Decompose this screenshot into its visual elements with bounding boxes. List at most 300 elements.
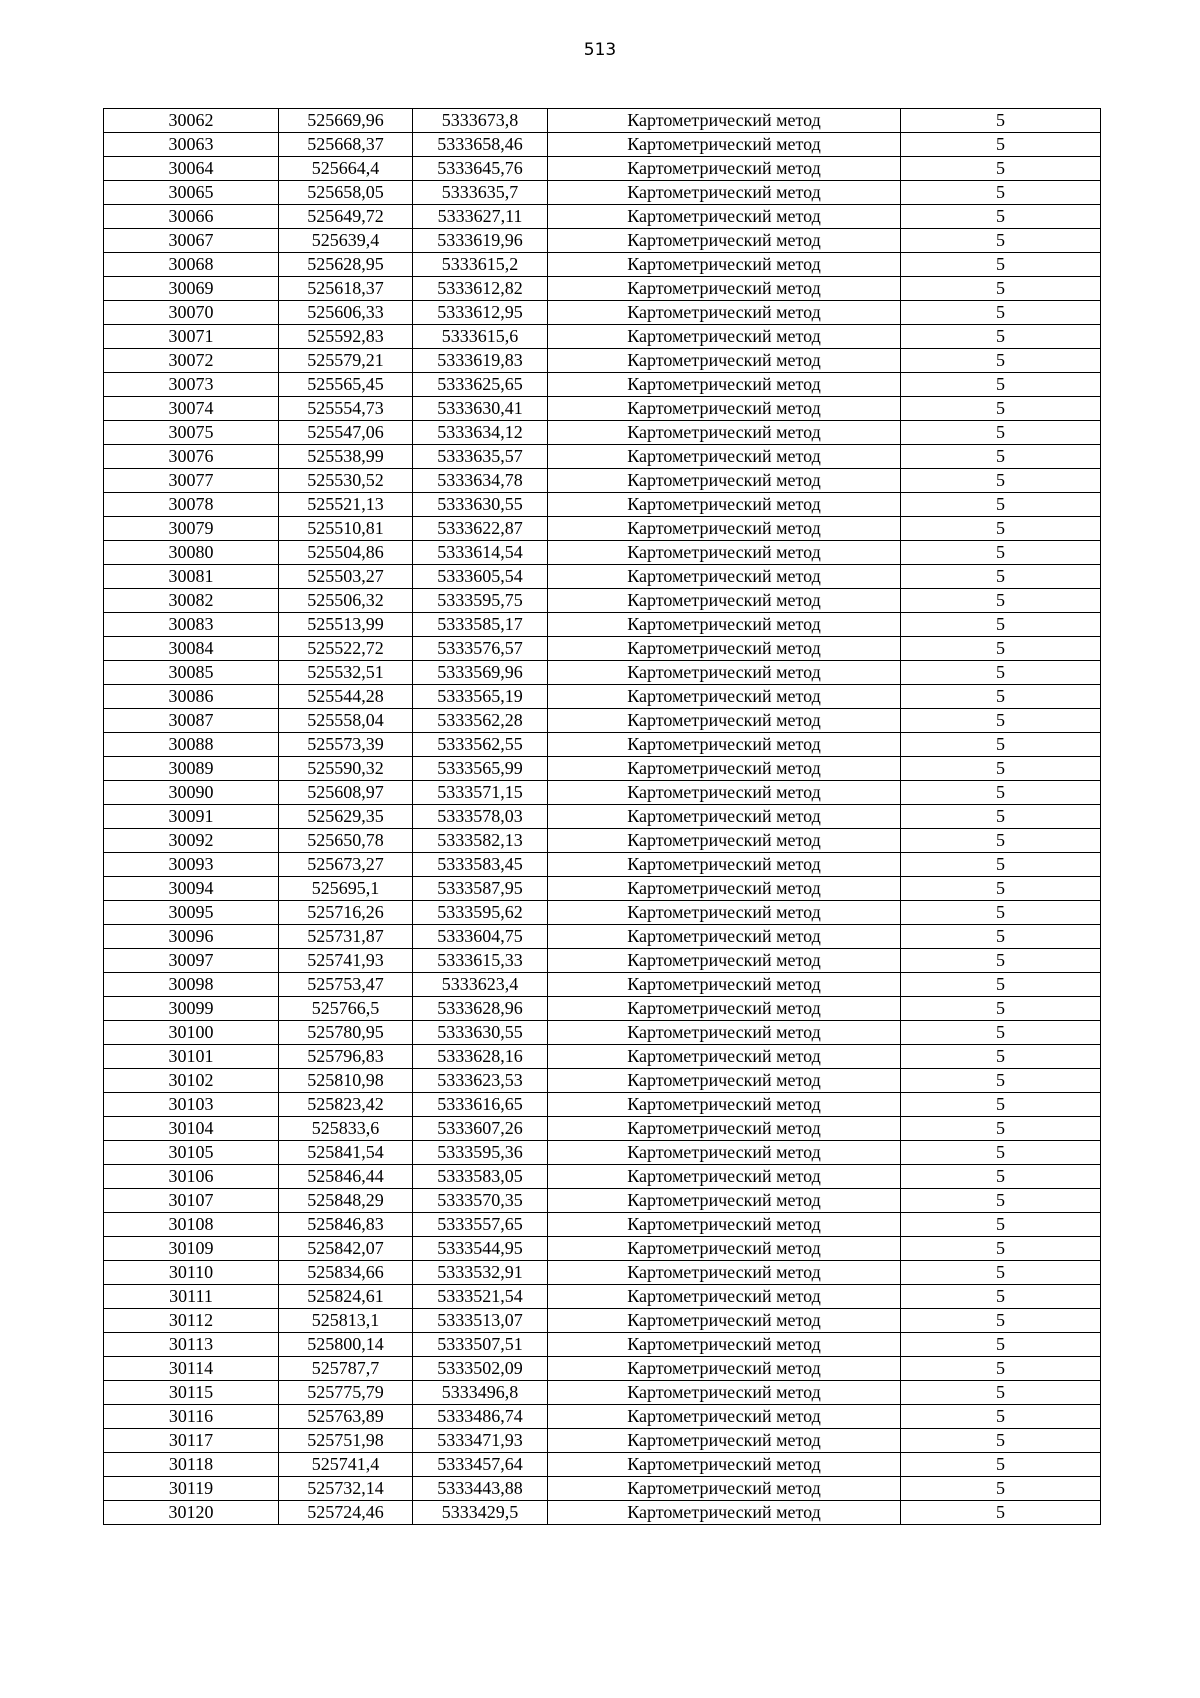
point-number-cell: 30117 [104, 1429, 279, 1453]
point-number-cell: 30118 [104, 1453, 279, 1477]
y-coordinate-cell: 5333443,88 [413, 1477, 548, 1501]
method-cell: Картометрический метод [548, 613, 901, 637]
table-row [104, 1213, 1101, 1237]
method-cell: Картометрический метод [548, 685, 901, 709]
point-number-cell: 30114 [104, 1357, 279, 1381]
point-number-cell: 30067 [104, 229, 279, 253]
accuracy-cell: 5 [901, 1477, 1101, 1501]
table-row [104, 1189, 1101, 1213]
method-cell: Картометрический метод [548, 757, 901, 781]
x-coordinate-cell: 525503,27 [279, 565, 413, 589]
point-number-cell: 30085 [104, 661, 279, 685]
y-coordinate-cell: 5333615,33 [413, 949, 548, 973]
method-cell: Картометрический метод [548, 1237, 901, 1261]
y-coordinate-cell: 5333502,09 [413, 1357, 548, 1381]
method-cell: Картометрический метод [548, 445, 901, 469]
accuracy-cell: 5 [901, 685, 1101, 709]
table-row [104, 1429, 1101, 1453]
y-coordinate-cell: 5333571,15 [413, 781, 548, 805]
accuracy-cell: 5 [901, 181, 1101, 205]
x-coordinate-cell: 525751,98 [279, 1429, 413, 1453]
x-coordinate-cell: 525848,29 [279, 1189, 413, 1213]
table-row [104, 1285, 1101, 1309]
x-coordinate-cell: 525846,83 [279, 1213, 413, 1237]
y-coordinate-cell: 5333562,28 [413, 709, 548, 733]
accuracy-cell: 5 [901, 301, 1101, 325]
x-coordinate-cell: 525629,35 [279, 805, 413, 829]
accuracy-cell: 5 [901, 925, 1101, 949]
point-number-cell: 30105 [104, 1141, 279, 1165]
method-cell: Картометрический метод [548, 493, 901, 517]
point-number-cell: 30095 [104, 901, 279, 925]
accuracy-cell: 5 [901, 565, 1101, 589]
table-row [104, 1261, 1101, 1285]
y-coordinate-cell: 5333595,36 [413, 1141, 548, 1165]
table-row [104, 469, 1101, 493]
accuracy-cell: 5 [901, 1405, 1101, 1429]
method-cell: Картометрический метод [548, 1141, 901, 1165]
accuracy-cell: 5 [901, 157, 1101, 181]
y-coordinate-cell: 5333630,41 [413, 397, 548, 421]
x-coordinate-cell: 525590,32 [279, 757, 413, 781]
accuracy-cell: 5 [901, 829, 1101, 853]
accuracy-cell: 5 [901, 853, 1101, 877]
x-coordinate-cell: 525521,13 [279, 493, 413, 517]
method-cell: Картометрический метод [548, 733, 901, 757]
table-row [104, 685, 1101, 709]
y-coordinate-cell: 5333587,95 [413, 877, 548, 901]
table-row [104, 1309, 1101, 1333]
accuracy-cell: 5 [901, 997, 1101, 1021]
method-cell: Картометрический метод [548, 997, 901, 1021]
accuracy-cell: 5 [901, 1285, 1101, 1309]
table-row [104, 1069, 1101, 1093]
x-coordinate-cell: 525732,14 [279, 1477, 413, 1501]
table-row [104, 1501, 1101, 1525]
point-number-cell: 30102 [104, 1069, 279, 1093]
accuracy-cell: 5 [901, 661, 1101, 685]
y-coordinate-cell: 5333569,96 [413, 661, 548, 685]
x-coordinate-cell: 525731,87 [279, 925, 413, 949]
accuracy-cell: 5 [901, 517, 1101, 541]
x-coordinate-cell: 525834,66 [279, 1261, 413, 1285]
table-row [104, 949, 1101, 973]
table-row [104, 997, 1101, 1021]
x-coordinate-cell: 525800,14 [279, 1333, 413, 1357]
method-cell: Картометрический метод [548, 901, 901, 925]
x-coordinate-cell: 525664,4 [279, 157, 413, 181]
accuracy-cell: 5 [901, 1213, 1101, 1237]
method-cell: Картометрический метод [548, 1021, 901, 1045]
y-coordinate-cell: 5333658,46 [413, 133, 548, 157]
y-coordinate-cell: 5333615,6 [413, 325, 548, 349]
method-cell: Картометрический метод [548, 373, 901, 397]
accuracy-cell: 5 [901, 637, 1101, 661]
point-number-cell: 30086 [104, 685, 279, 709]
method-cell: Картометрический метод [548, 1045, 901, 1069]
method-cell: Картометрический метод [548, 565, 901, 589]
y-coordinate-cell: 5333612,95 [413, 301, 548, 325]
point-number-cell: 30078 [104, 493, 279, 517]
point-number-cell: 30106 [104, 1165, 279, 1189]
method-cell: Картометрический метод [548, 1213, 901, 1237]
x-coordinate-cell: 525763,89 [279, 1405, 413, 1429]
accuracy-cell: 5 [901, 1117, 1101, 1141]
x-coordinate-cell: 525846,44 [279, 1165, 413, 1189]
table-row [104, 757, 1101, 781]
point-number-cell: 30099 [104, 997, 279, 1021]
point-number-cell: 30080 [104, 541, 279, 565]
table-row [104, 1093, 1101, 1117]
x-coordinate-cell: 525741,4 [279, 1453, 413, 1477]
table-row [104, 1141, 1101, 1165]
method-cell: Картометрический метод [548, 1189, 901, 1213]
method-cell: Картометрический метод [548, 1405, 901, 1429]
point-number-cell: 30113 [104, 1333, 279, 1357]
y-coordinate-cell: 5333595,75 [413, 589, 548, 613]
y-coordinate-cell: 5333532,91 [413, 1261, 548, 1285]
accuracy-cell: 5 [901, 1237, 1101, 1261]
method-cell: Картометрический метод [548, 1333, 901, 1357]
table-row [104, 733, 1101, 757]
method-cell: Картометрический метод [548, 229, 901, 253]
point-number-cell: 30115 [104, 1381, 279, 1405]
table-row [104, 853, 1101, 877]
table-row [104, 1453, 1101, 1477]
table-row [104, 805, 1101, 829]
x-coordinate-cell: 525669,96 [279, 109, 413, 133]
y-coordinate-cell: 5333605,54 [413, 565, 548, 589]
x-coordinate-cell: 525573,39 [279, 733, 413, 757]
method-cell: Картометрический метод [548, 973, 901, 997]
x-coordinate-cell: 525753,47 [279, 973, 413, 997]
y-coordinate-cell: 5333565,99 [413, 757, 548, 781]
x-coordinate-cell: 525565,45 [279, 373, 413, 397]
point-number-cell: 30077 [104, 469, 279, 493]
y-coordinate-cell: 5333557,65 [413, 1213, 548, 1237]
point-number-cell: 30103 [104, 1093, 279, 1117]
method-cell: Картометрический метод [548, 205, 901, 229]
y-coordinate-cell: 5333615,2 [413, 253, 548, 277]
y-coordinate-cell: 5333604,75 [413, 925, 548, 949]
y-coordinate-cell: 5333429,5 [413, 1501, 548, 1525]
accuracy-cell: 5 [901, 781, 1101, 805]
y-coordinate-cell: 5333570,35 [413, 1189, 548, 1213]
x-coordinate-cell: 525538,99 [279, 445, 413, 469]
x-coordinate-cell: 525579,21 [279, 349, 413, 373]
method-cell: Картометрический метод [548, 877, 901, 901]
table-row [104, 325, 1101, 349]
accuracy-cell: 5 [901, 1357, 1101, 1381]
x-coordinate-cell: 525628,95 [279, 253, 413, 277]
y-coordinate-cell: 5333576,57 [413, 637, 548, 661]
y-coordinate-cell: 5333583,05 [413, 1165, 548, 1189]
point-number-cell: 30090 [104, 781, 279, 805]
accuracy-cell: 5 [901, 1141, 1101, 1165]
accuracy-cell: 5 [901, 1381, 1101, 1405]
point-number-cell: 30081 [104, 565, 279, 589]
x-coordinate-cell: 525506,32 [279, 589, 413, 613]
table-row [104, 1117, 1101, 1141]
point-number-cell: 30100 [104, 1021, 279, 1045]
page-number: 513 [583, 40, 617, 60]
method-cell: Картометрический метод [548, 541, 901, 565]
point-number-cell: 30110 [104, 1261, 279, 1285]
x-coordinate-cell: 525813,1 [279, 1309, 413, 1333]
point-number-cell: 30071 [104, 325, 279, 349]
x-coordinate-cell: 525510,81 [279, 517, 413, 541]
table-row [104, 1333, 1101, 1357]
method-cell: Картометрический метод [548, 1381, 901, 1405]
method-cell: Картометрический метод [548, 805, 901, 829]
y-coordinate-cell: 5333612,82 [413, 277, 548, 301]
x-coordinate-cell: 525606,33 [279, 301, 413, 325]
x-coordinate-cell: 525547,06 [279, 421, 413, 445]
table-row [104, 901, 1101, 925]
accuracy-cell: 5 [901, 541, 1101, 565]
accuracy-cell: 5 [901, 1501, 1101, 1525]
method-cell: Картометрический метод [548, 709, 901, 733]
table-row [104, 109, 1101, 133]
point-number-cell: 30072 [104, 349, 279, 373]
y-coordinate-cell: 5333619,83 [413, 349, 548, 373]
point-number-cell: 30082 [104, 589, 279, 613]
accuracy-cell: 5 [901, 205, 1101, 229]
y-coordinate-cell: 5333616,65 [413, 1093, 548, 1117]
x-coordinate-cell: 525658,05 [279, 181, 413, 205]
accuracy-cell: 5 [901, 277, 1101, 301]
x-coordinate-cell: 525650,78 [279, 829, 413, 853]
y-coordinate-cell: 5333628,96 [413, 997, 548, 1021]
point-number-cell: 30096 [104, 925, 279, 949]
table-row [104, 1477, 1101, 1501]
point-number-cell: 30119 [104, 1477, 279, 1501]
y-coordinate-cell: 5333634,12 [413, 421, 548, 445]
accuracy-cell: 5 [901, 949, 1101, 973]
y-coordinate-cell: 5333607,26 [413, 1117, 548, 1141]
y-coordinate-cell: 5333496,8 [413, 1381, 548, 1405]
point-number-cell: 30112 [104, 1309, 279, 1333]
accuracy-cell: 5 [901, 1165, 1101, 1189]
point-number-cell: 30074 [104, 397, 279, 421]
accuracy-cell: 5 [901, 133, 1101, 157]
method-cell: Картометрический метод [548, 1501, 901, 1525]
table-row [104, 301, 1101, 325]
accuracy-cell: 5 [901, 445, 1101, 469]
point-number-cell: 30092 [104, 829, 279, 853]
method-cell: Картометрический метод [548, 181, 901, 205]
x-coordinate-cell: 525618,37 [279, 277, 413, 301]
y-coordinate-cell: 5333635,57 [413, 445, 548, 469]
y-coordinate-cell: 5333544,95 [413, 1237, 548, 1261]
accuracy-cell: 5 [901, 757, 1101, 781]
method-cell: Картометрический метод [548, 1093, 901, 1117]
coordinates-table-body [104, 109, 1101, 1525]
method-cell: Картометрический метод [548, 301, 901, 325]
x-coordinate-cell: 525649,72 [279, 205, 413, 229]
x-coordinate-cell: 525695,1 [279, 877, 413, 901]
table-row [104, 589, 1101, 613]
method-cell: Картометрический метод [548, 637, 901, 661]
y-coordinate-cell: 5333507,51 [413, 1333, 548, 1357]
x-coordinate-cell: 525787,7 [279, 1357, 413, 1381]
accuracy-cell: 5 [901, 373, 1101, 397]
table-row [104, 517, 1101, 541]
table-row [104, 1021, 1101, 1045]
method-cell: Картометрический метод [548, 1429, 901, 1453]
method-cell: Картометрический метод [548, 277, 901, 301]
method-cell: Картометрический метод [548, 1165, 901, 1189]
method-cell: Картометрический метод [548, 1453, 901, 1477]
accuracy-cell: 5 [901, 1453, 1101, 1477]
accuracy-cell: 5 [901, 253, 1101, 277]
point-number-cell: 30093 [104, 853, 279, 877]
accuracy-cell: 5 [901, 1069, 1101, 1093]
accuracy-cell: 5 [901, 1045, 1101, 1069]
point-number-cell: 30083 [104, 613, 279, 637]
table-row [104, 925, 1101, 949]
y-coordinate-cell: 5333673,8 [413, 109, 548, 133]
point-number-cell: 30116 [104, 1405, 279, 1429]
x-coordinate-cell: 525668,37 [279, 133, 413, 157]
x-coordinate-cell: 525724,46 [279, 1501, 413, 1525]
table-row [104, 973, 1101, 997]
table-row [104, 373, 1101, 397]
table-row [104, 1381, 1101, 1405]
method-cell: Картометрический метод [548, 397, 901, 421]
method-cell: Картометрический метод [548, 109, 901, 133]
point-number-cell: 30064 [104, 157, 279, 181]
method-cell: Картометрический метод [548, 1069, 901, 1093]
y-coordinate-cell: 5333582,13 [413, 829, 548, 853]
accuracy-cell: 5 [901, 469, 1101, 493]
x-coordinate-cell: 525639,4 [279, 229, 413, 253]
point-number-cell: 30070 [104, 301, 279, 325]
method-cell: Картометрический метод [548, 853, 901, 877]
point-number-cell: 30069 [104, 277, 279, 301]
y-coordinate-cell: 5333628,16 [413, 1045, 548, 1069]
method-cell: Картометрический метод [548, 325, 901, 349]
accuracy-cell: 5 [901, 325, 1101, 349]
accuracy-cell: 5 [901, 589, 1101, 613]
accuracy-cell: 5 [901, 733, 1101, 757]
table-row [104, 253, 1101, 277]
table-row [104, 877, 1101, 901]
table-row [104, 445, 1101, 469]
y-coordinate-cell: 5333595,62 [413, 901, 548, 925]
point-number-cell: 30091 [104, 805, 279, 829]
point-number-cell: 30094 [104, 877, 279, 901]
x-coordinate-cell: 525810,98 [279, 1069, 413, 1093]
table-row [104, 709, 1101, 733]
table-row [104, 1165, 1101, 1189]
y-coordinate-cell: 5333627,11 [413, 205, 548, 229]
y-coordinate-cell: 5333623,4 [413, 973, 548, 997]
point-number-cell: 30076 [104, 445, 279, 469]
table-row [104, 277, 1101, 301]
method-cell: Картометрический метод [548, 517, 901, 541]
point-number-cell: 30084 [104, 637, 279, 661]
accuracy-cell: 5 [901, 397, 1101, 421]
x-coordinate-cell: 525766,5 [279, 997, 413, 1021]
table-row [104, 541, 1101, 565]
method-cell: Картометрический метод [548, 469, 901, 493]
point-number-cell: 30109 [104, 1237, 279, 1261]
method-cell: Картометрический метод [548, 133, 901, 157]
table-row [104, 637, 1101, 661]
x-coordinate-cell: 525544,28 [279, 685, 413, 709]
y-coordinate-cell: 5333623,53 [413, 1069, 548, 1093]
y-coordinate-cell: 5333471,93 [413, 1429, 548, 1453]
accuracy-cell: 5 [901, 1333, 1101, 1357]
table-row [104, 157, 1101, 181]
table-row [104, 781, 1101, 805]
method-cell: Картометрический метод [548, 157, 901, 181]
x-coordinate-cell: 525530,52 [279, 469, 413, 493]
y-coordinate-cell: 5333562,55 [413, 733, 548, 757]
method-cell: Картометрический метод [548, 1261, 901, 1285]
table-row [104, 613, 1101, 637]
y-coordinate-cell: 5333619,96 [413, 229, 548, 253]
x-coordinate-cell: 525608,97 [279, 781, 413, 805]
point-number-cell: 30111 [104, 1285, 279, 1309]
accuracy-cell: 5 [901, 1093, 1101, 1117]
y-coordinate-cell: 5333635,7 [413, 181, 548, 205]
x-coordinate-cell: 525833,6 [279, 1117, 413, 1141]
accuracy-cell: 5 [901, 109, 1101, 133]
x-coordinate-cell: 525716,26 [279, 901, 413, 925]
x-coordinate-cell: 525823,42 [279, 1093, 413, 1117]
method-cell: Картометрический метод [548, 589, 901, 613]
method-cell: Картометрический метод [548, 1117, 901, 1141]
point-number-cell: 30104 [104, 1117, 279, 1141]
table-row [104, 229, 1101, 253]
x-coordinate-cell: 525673,27 [279, 853, 413, 877]
accuracy-cell: 5 [901, 421, 1101, 445]
table-row [104, 661, 1101, 685]
point-number-cell: 30065 [104, 181, 279, 205]
point-number-cell: 30066 [104, 205, 279, 229]
method-cell: Картометрический метод [548, 1285, 901, 1309]
method-cell: Картометрический метод [548, 1357, 901, 1381]
point-number-cell: 30098 [104, 973, 279, 997]
y-coordinate-cell: 5333457,64 [413, 1453, 548, 1477]
point-number-cell: 30107 [104, 1189, 279, 1213]
accuracy-cell: 5 [901, 1189, 1101, 1213]
x-coordinate-cell: 525824,61 [279, 1285, 413, 1309]
accuracy-cell: 5 [901, 349, 1101, 373]
method-cell: Картометрический метод [548, 781, 901, 805]
point-number-cell: 30101 [104, 1045, 279, 1069]
y-coordinate-cell: 5333521,54 [413, 1285, 548, 1309]
table-row [104, 565, 1101, 589]
method-cell: Картометрический метод [548, 1477, 901, 1501]
y-coordinate-cell: 5333630,55 [413, 1021, 548, 1045]
x-coordinate-cell: 525775,79 [279, 1381, 413, 1405]
point-number-cell: 30089 [104, 757, 279, 781]
accuracy-cell: 5 [901, 877, 1101, 901]
table-row [104, 181, 1101, 205]
point-number-cell: 30088 [104, 733, 279, 757]
y-coordinate-cell: 5333614,54 [413, 541, 548, 565]
table-row [104, 421, 1101, 445]
table-row [104, 1405, 1101, 1429]
y-coordinate-cell: 5333565,19 [413, 685, 548, 709]
accuracy-cell: 5 [901, 1021, 1101, 1045]
x-coordinate-cell: 525504,86 [279, 541, 413, 565]
table-row [104, 397, 1101, 421]
x-coordinate-cell: 525558,04 [279, 709, 413, 733]
